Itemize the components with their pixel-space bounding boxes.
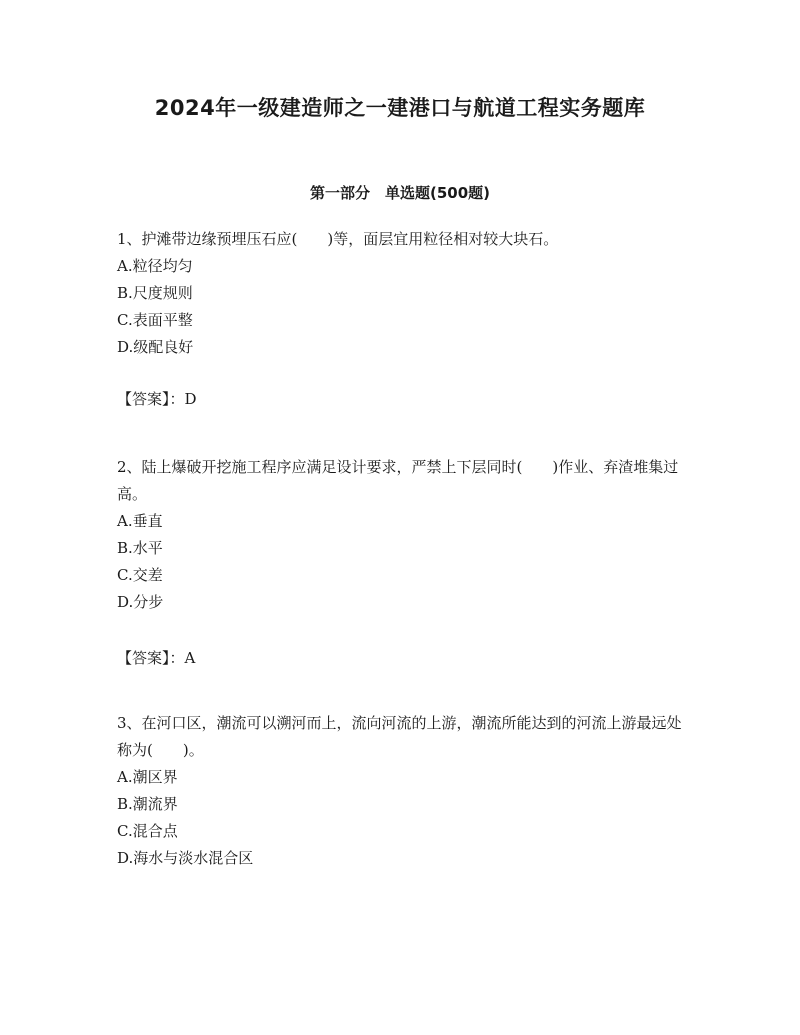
question-3-option-c: C.混合点 [117, 822, 178, 840]
question-3-option-d: D.海水与淡水混合区 [117, 849, 254, 867]
question-3-stem: 3、在河口区，潮流可以溯河而上，流向河流的上游，潮流所能达到的河流上游最远处称为( )。 [117, 714, 682, 759]
question-3-option-a: A.潮区界 [117, 768, 178, 786]
question-1-option-d: D.级配良好 [117, 338, 194, 356]
question-3-option-b: B.潮流界 [117, 795, 178, 813]
question-2-option-d: D.分步 [117, 593, 164, 611]
section-heading: 第一部分 单选题(500题) [309, 184, 491, 202]
question-2-option-c: C.交差 [117, 566, 163, 584]
question-2 [117, 454, 682, 616]
question-2-answer: 【答案】：A [117, 649, 196, 667]
question-2-option-b: B.水平 [117, 539, 163, 557]
question-2-option-a: A.垂直 [117, 512, 163, 530]
question-2-stem: 2、陆上爆破开挖施工程序应满足设计要求，严禁上下层同时( )作业、弃渣堆集过高。 [117, 458, 679, 503]
question-1-option-c: C.表面平整 [117, 311, 193, 329]
question-1 [117, 226, 682, 361]
question-1-option-b: B.尺度规则 [117, 284, 193, 302]
document-title: 2024年一级建造师之一建港口与航道工程实务题库 [154, 96, 646, 120]
question-3 [117, 710, 682, 872]
question-1-stem: 1、护滩带边缘预埋压石应( )等，面层宜用粒径相对较大块石。 [117, 230, 559, 248]
question-1-answer: 【答案】：D [117, 390, 197, 408]
question-1-option-a: A.粒径均匀 [117, 257, 193, 275]
